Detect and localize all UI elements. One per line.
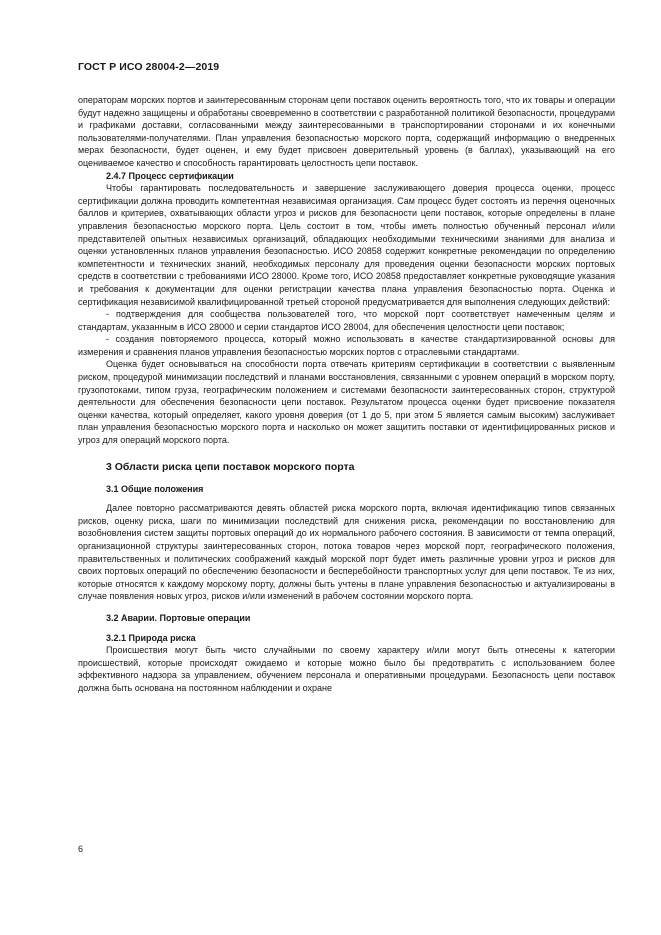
heading-section-3: 3 Области риска цепи поставок морского порта: [106, 460, 355, 473]
heading-3-1: 3.1 Общие положения: [106, 483, 204, 494]
heading-3-2: 3.2 Аварии. Портовые операции: [106, 612, 251, 623]
heading-3-2-1: 3.2.1 Природа риска: [106, 632, 196, 643]
page-number: 6: [78, 844, 84, 854]
paragraph-intro: операторам морских портов и заинтересованным сторонам цепи поставок оценить вероятность того, что их товары и операции будут надежно защищены и обработаны своевременно в соответствии с разработанной политикой безопасности, процедурами и графиками доставки, согласованными между заинтересованными в транспортировании сторонами и их конечными пользователями-получателями. План управления безопасностью морского порта, содержащий информацию о внедренных мерах безопасности, будет оценен, и ему будет присвоен доверительный уровень (в баллах), указывающий на его оцениваемое качество и способность гарантировать целостность цепи поставок.: [78, 95, 615, 168]
paragraph-3-1: Далее повторно рассматриваются девять областей риска морского порта, включая идентификацию типов связанных рисков, оценку риска, шаги по минимизации последствий для снижения риска, рекомендации по восстановлению для возобновления систем защиты портовых операций до их нормального рабочего состояния. В зависимости от темпа операций, организационной структуры заинтересованных сторон, потока товаров через морской порт, географического положения, правительственных и политических соображений каждый морской порт будет иметь различные уровни угроз и рисков для своих портовых операций по обеспечению безопасности и бесперебойности транспортных услуг для цепи поставок. Те из них, которые относятся к каждому морскому порту, должны быть учтены в плане управления безопасностью и актуализированы в случае появления новых угроз, рисков и/или изменений в рабочем состоянии морского порта.: [78, 503, 615, 602]
heading-2-4-7: 2.4.7 Процесс сертификации: [106, 170, 234, 181]
document-body: [78, 94, 615, 695]
document-header: ГОСТ Р ИСО 28004-2—2019: [78, 61, 220, 73]
list-item-confirmation: - подтверждения для сообщества пользователей того, что морской порт соответствует намеченным целям и стандартам, указанным в ИСО 28000 и серии стандартов ИСО 28004, для обеспечения целостности цепи поставок;: [78, 309, 615, 332]
list-item-repeatable-process: - создания повторяемого процесса, который можно использовать в качестве стандартизированной основы для измерения и сравнения планов управления безопасностью морских портов с отраслевыми стандартами.: [78, 334, 615, 357]
paragraph-2-4-7-2: Оценка будет основываться на способности порта отвечать критериям сертификации в соответствии с выявленным риском, процедурой минимизации последствий и планами восстановления, связанными с уровнем операций в морском порту, грузопотоками, типом груза, географическим положением и системами безопасности заинтересованных сторон, структурой деятельности для обеспечения безопасности цепи поставок. Результатом процесса оценки будет присвоение показателя оценки качества, который определяет, какого уровня доверия (от 1 до 5, при этом 5 является самым высоким) заслуживает план управления безопасностью морского порта и насколько он может защитить поставки от идентифицированных рисков и угроз для операций морского порта.: [78, 359, 615, 446]
paragraph-3-2-1: Происшествия могут быть чисто случайными по своему характеру и/или могут быть отнесены к категории происшествий, которые происходят ожидаемо и которые можно было бы предотвратить с использованием более эффективного надзора за управлением, обучением персонала и оперативными процедурами. Безопасность цепи поставок должна быть основана на постоянном наблюдении и охране: [78, 645, 615, 693]
paragraph-2-4-7-1: Чтобы гарантировать последовательность и завершение заслуживающего доверия процесса оценки, процесс сертификации должна проводить компетентная независимая организация. Сам процесс будет состоять из перечня оценочных баллов и критериев, охватывающих области угроз и рисков для безопасности цепи поставок, которые определены в плане управления безопасностью морского порта. Цель состоит в том, чтобы иметь полностью обученный персонал и/или представителей опытных независимых организаций, обладающих необходимыми техническими знаниями для анализа и оценки установленных планов управления безопасностью. ИСО 20858 содержит конкретные рекомендации по определению компетентности и технических знаний, необходимых персоналу для проведения оценки безопасности морских портовых средств в соответствии с требованиями ИСО 28000. Кроме того, ИСО 20858 предоставляет конкретные руководящие указания и требования к документации для оценки регистрации качества плана управления безопасностью порта. Оценка и сертификация независимой квалифицированной третьей стороной предусматривается для выполнения следующих действий:: [78, 183, 615, 307]
